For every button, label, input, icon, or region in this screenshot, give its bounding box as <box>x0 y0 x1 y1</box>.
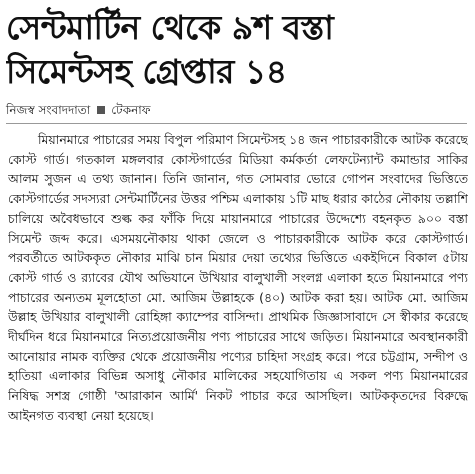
headline-line-2: সিমেন্টসহ গ্রেপ্তার ১৪ <box>6 52 287 91</box>
headline <box>6 6 468 94</box>
byline-author: নিজস্ব সংবাদদাতা <box>6 103 91 117</box>
byline-divider <box>6 123 467 124</box>
article-body: মিয়ানমারে পাচারের সময় বিপুল পরিমাণ সিমেন্টসহ ১৪ জন পাচারকারীকে আটক করেছে কোস্ট গার্ড। গতকাল মঙ্গলবার কোস্টগার্ডের মিডিয়া কর্মকর্তা লেফটেন্যান্ট কমান্ডার সাকির আলম সুজন এ তথ্য জানান। তিনি জানান, গত সোমবার ভোরে গোপন সংবাদের ভিত্তিতে কোস্টগার্ডের সদস্যরা সেন্টমার্টিনের উত্তর পশ্চিম এলাকায় ১টি মাছ ধরার কাঠের নৌকায় তল্লাশি চালিয়ে অবৈধভাবে শুল্ক কর ফাঁকি দিয়ে মায়ানমারে পাচারের উদ্দেশ্যে বহনকৃত ৯০০ বস্তা সিমেন্ট জব্দ করে। এসময়নৌকায় থাকা জেলে ও পাচারকারীকে আটক করে কোস্টগার্ড। পরবর্তীতে আটককৃত নৌকার মাঝি চান মিয়ার দেয়া তথ্যের ভিত্তিতে একইদিনে বিকাল ৫টায় কোস্ট গার্ড ও র‌্যাবের যৌথ অভিযানে উখিয়ার বালুখালী সংলগ্ন এলাকা হতে মিয়ানমারে পণ্য পাচারের অন্যতম মূলহোতা মো. আজিম উল্লাহকে (৪০) আটক করা হয়। আটক মো. আজিম উল্লাহ উখিয়ার বালুখালী রোহিঙ্গা ক্যাম্পের বাসিন্দা। প্রাথমিক জিজ্ঞাসাবাদে সে স্বীকার করেছে দীর্ঘদিন ধরে মিয়ানমারে নিত্যপ্রয়োজনীয় পণ্য পাচারের সাথে জড়িত। মিয়ানমারে অবস্থানকারী আনোয়ার নামক ব্যক্তির থেকে প্রয়োজনীয় পণ্যের চাহিদা সংগ্রহ করে। পরে চট্টগ্রাম, সন্দীপ ও হাতিয়া এলাকার বিভিন্ন অসাধু নৌকার মালিকের সহযোগিতায় এ সকল পণ্য মিয়ানমারের নিষিদ্ধ সশস্ত্র গোষ্ঠী 'আরাকান আর্মি' নিকট পাচার করে আসছিল। আটককৃতদের বিরুদ্ধে আইনগত ব্যবস্থা নেয়া হয়েছে। <box>8 132 468 423</box>
byline <box>6 101 151 119</box>
headline-line-1: সেন্টমার্টিন থেকে ৯শ বস্তা <box>6 8 334 47</box>
byline-location: টেকনাফ <box>111 103 151 117</box>
square-bullet-icon <box>97 106 105 114</box>
